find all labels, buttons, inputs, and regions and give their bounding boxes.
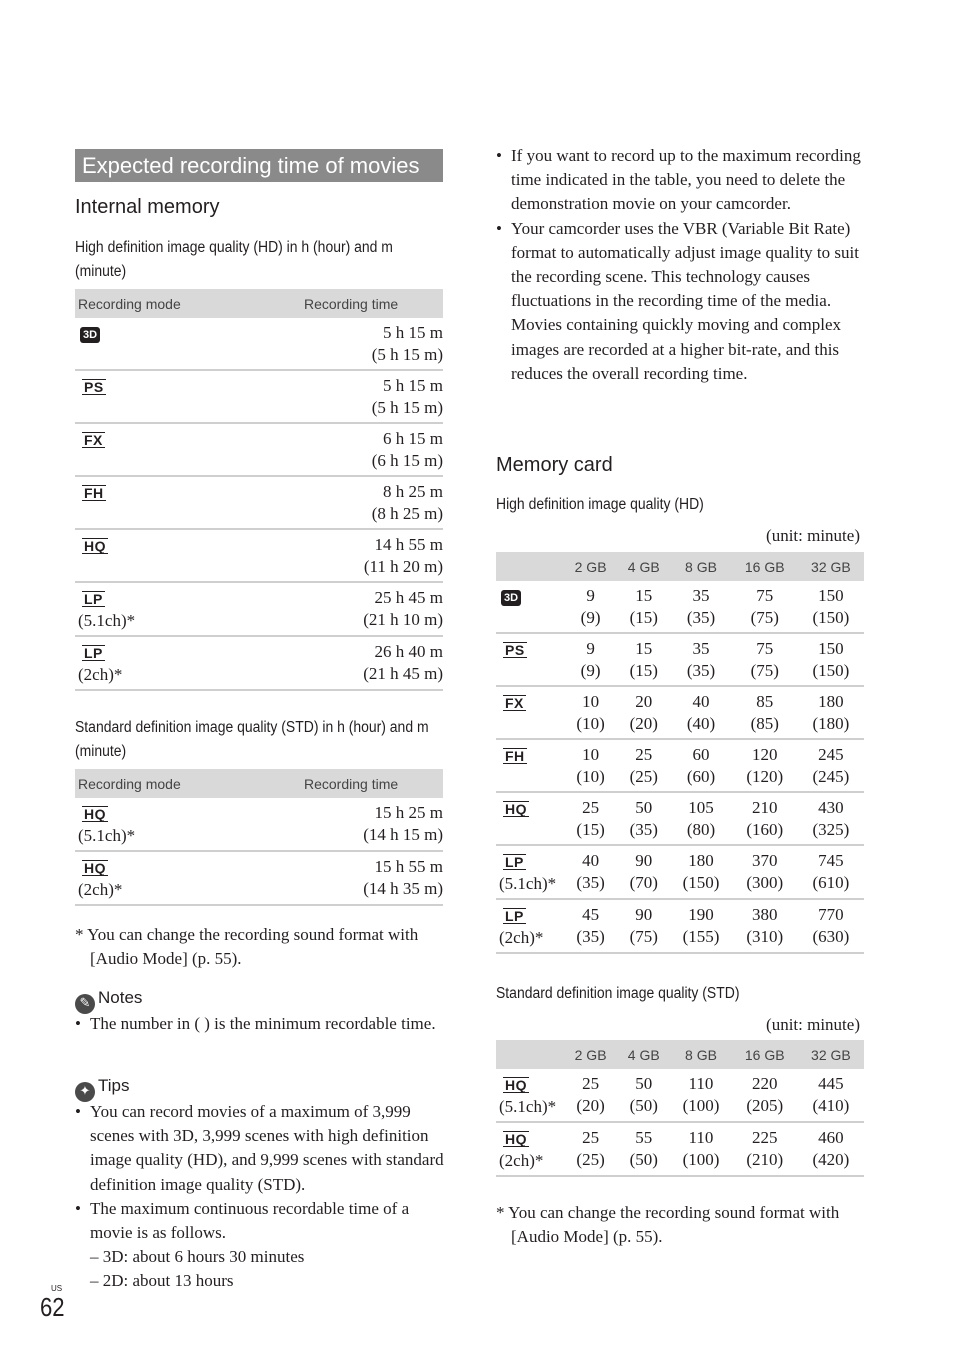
minutes-min: (9)	[580, 661, 601, 680]
col-capacity: 32 GB	[798, 1040, 864, 1069]
col-recording-mode: Recording mode	[75, 769, 304, 798]
minutes-cell	[732, 1122, 798, 1176]
mode-sub-label: (5.1ch)*	[78, 826, 136, 845]
minimum-time: (8 h 25 m)	[371, 504, 443, 523]
minutes-cell	[564, 845, 617, 899]
mc-std-unit: (unit: minute)	[766, 1015, 860, 1034]
std-caption: Standard definition image quality (STD) in h (hour) and m (minute)	[75, 719, 429, 760]
minutes-min: (150)	[812, 661, 850, 680]
minutes-min: (25)	[629, 767, 658, 786]
minutes-cell	[617, 792, 670, 845]
minutes-cell	[732, 1069, 798, 1122]
mc-hd-unit: (unit: minute)	[766, 526, 860, 545]
minutes-value: 9	[586, 586, 595, 605]
minimum-time: (11 h 20 m)	[363, 557, 443, 576]
minutes-cell	[564, 792, 617, 845]
minutes-min: (75)	[750, 608, 779, 627]
right-footnote: * You can change the recording sound format with [Audio Mode] (p. 55).	[496, 1203, 840, 1247]
minimum-time: (21 h 45 m)	[363, 664, 443, 683]
mode-fx-icon: FX	[84, 432, 103, 448]
minutes-min: (40)	[686, 714, 716, 733]
mode-hq-icon: HQ	[84, 860, 106, 876]
recording-time: 6 h 15 m	[383, 429, 443, 448]
minutes-value: 35	[692, 586, 710, 605]
time-cell	[304, 851, 443, 905]
minimum-time: (5 h 15 m)	[371, 398, 443, 417]
col-mode-blank	[496, 1040, 564, 1069]
minutes-min: (15)	[629, 608, 658, 627]
minutes-cell	[732, 686, 798, 739]
minutes-cell	[564, 1122, 617, 1176]
mode-sub-label: (5.1ch)*	[499, 1097, 557, 1116]
mode-cell	[496, 1069, 564, 1122]
minutes-min: (35)	[576, 873, 605, 892]
minutes-cell	[564, 899, 617, 953]
mode-lp-icon: LP	[505, 908, 524, 924]
minutes-value: 35	[692, 639, 710, 658]
mode-cell	[75, 851, 304, 905]
minutes-min: (20)	[629, 714, 658, 733]
minutes-cell	[564, 581, 617, 633]
minutes-cell	[617, 899, 670, 953]
page-number: 62	[40, 1292, 65, 1322]
time-cell	[304, 370, 443, 423]
col-capacity: 8 GB	[670, 552, 731, 581]
mode-cell	[496, 845, 564, 899]
mode-lp-icon: LP	[505, 854, 524, 870]
tips-dash-2d: – 2D: about 13 hours	[90, 1271, 234, 1291]
minutes-min: (160)	[746, 820, 784, 839]
minutes-min: (80)	[686, 820, 716, 839]
minutes-value: 85	[756, 692, 774, 711]
minutes-cell	[617, 686, 670, 739]
minutes-min: (15)	[629, 661, 658, 680]
minutes-value: 105	[688, 798, 714, 817]
mode-lp-icon: LP	[84, 591, 103, 607]
minutes-cell	[798, 739, 864, 792]
minutes-cell	[670, 792, 731, 845]
col-recording-time: Recording time	[304, 769, 443, 798]
notes-list	[75, 1012, 447, 1036]
minutes-min: (180)	[812, 714, 850, 733]
mode-sub-label: (2ch)*	[499, 928, 544, 947]
minutes-cell	[670, 1069, 731, 1122]
section-title: Expected recording time of movies	[75, 149, 443, 182]
mode-ps-icon: PS	[84, 379, 104, 395]
minutes-value: 75	[756, 639, 774, 658]
notes-icon: ✎	[75, 994, 95, 1014]
minutes-cell	[798, 581, 864, 633]
mode-sub-label: (5.1ch)*	[78, 611, 136, 630]
minutes-cell	[670, 899, 731, 953]
minutes-min: (50)	[629, 1096, 658, 1115]
mode-cell	[496, 581, 564, 633]
minutes-min: (245)	[812, 767, 850, 786]
table-row	[496, 792, 864, 845]
internal-memory-heading: Internal memory	[75, 196, 220, 218]
table-row	[496, 1122, 864, 1176]
minutes-value: 110	[688, 1128, 714, 1147]
minutes-cell	[670, 1122, 731, 1176]
minutes-value: 180	[688, 851, 714, 870]
recording-time: 5 h 15 m	[383, 376, 443, 395]
mc-std-caption: Standard definition image quality (STD)	[496, 985, 740, 1002]
mode-cell	[75, 318, 304, 370]
left-footnote: * You can change the recording sound format with [Audio Mode] (p. 55).	[75, 925, 419, 969]
minutes-value: 180	[818, 692, 844, 711]
minutes-cell	[670, 581, 731, 633]
minutes-min: (20)	[576, 1096, 605, 1115]
mode-hq-icon: HQ	[505, 1131, 527, 1147]
table-row	[75, 529, 443, 582]
table-row	[75, 423, 443, 476]
minutes-min: (50)	[629, 1150, 658, 1169]
minutes-min: (205)	[746, 1096, 784, 1115]
minutes-cell	[798, 1122, 864, 1176]
minutes-value: 25	[582, 798, 600, 817]
minutes-cell	[670, 739, 731, 792]
minutes-cell	[798, 1069, 864, 1122]
internal-std-table	[75, 769, 443, 906]
minutes-cell	[798, 633, 864, 686]
minutes-value: 430	[818, 798, 844, 817]
table-row	[496, 686, 864, 739]
minutes-cell	[732, 581, 798, 633]
time-cell	[304, 529, 443, 582]
card-std-table	[496, 1040, 864, 1177]
minutes-cell	[564, 1069, 617, 1122]
minutes-value: 120	[751, 745, 778, 764]
minutes-min: (10)	[576, 714, 605, 733]
minutes-min: (35)	[686, 661, 716, 680]
time-cell	[304, 636, 443, 690]
minutes-min: (85)	[750, 714, 779, 733]
bullet-item: • Your camcorder uses the VBR (Variable Bit Rate) format to automatically adjust image quality to suit the recording scene. This technology causes fluctuations in the recording time of the media. Movies containing quickly moving and complex images are recorded at a higher bit-rate, and this reduces the overall recording time.	[496, 217, 864, 386]
minutes-cell	[798, 686, 864, 739]
mode-fh-icon: FH	[505, 748, 525, 764]
minutes-min: (15)	[576, 820, 605, 839]
col-capacity: 32 GB	[798, 552, 864, 581]
tips-heading: Tips	[98, 1076, 130, 1095]
time-cell	[304, 476, 443, 529]
minutes-value: 25	[635, 745, 653, 764]
minutes-cell	[732, 739, 798, 792]
tips-heading-wrap	[75, 1076, 130, 1102]
mode-cell	[75, 582, 304, 636]
minutes-cell	[798, 845, 864, 899]
mode-cell	[75, 370, 304, 423]
minutes-value: 75	[756, 586, 774, 605]
mode-hq-icon: HQ	[84, 538, 106, 554]
minutes-value: 40	[582, 851, 600, 870]
tips-list-wrap	[75, 1100, 447, 1294]
col-capacity: 16 GB	[732, 1040, 798, 1069]
minutes-value: 25	[582, 1074, 600, 1093]
table-row	[75, 370, 443, 423]
minutes-value: 225	[751, 1128, 778, 1147]
mode-sub-label: (2ch)*	[78, 665, 123, 684]
minutes-min: (70)	[629, 873, 658, 892]
minimum-time: (14 h 15 m)	[363, 825, 443, 844]
minutes-min: (155)	[682, 927, 720, 946]
minutes-min: (35)	[629, 820, 658, 839]
minutes-value: 40	[692, 692, 710, 711]
card-hd-table	[496, 552, 864, 954]
minutes-value: 90	[635, 905, 653, 924]
recording-time: 15 h 55 m	[374, 857, 443, 876]
table-row	[75, 798, 443, 851]
minimum-time: (21 h 10 m)	[363, 610, 443, 629]
minutes-min: (75)	[629, 927, 658, 946]
minutes-cell	[798, 792, 864, 845]
bullet-item: • If you want to record up to the maximum recording time indicated in the table, you need to delete the demonstration movie on your camcorder.	[496, 144, 864, 217]
minutes-value: 245	[818, 745, 844, 764]
mode-cell	[75, 798, 304, 851]
table-row	[75, 318, 443, 370]
minutes-cell	[617, 739, 670, 792]
minutes-cell	[732, 792, 798, 845]
table-row	[75, 851, 443, 905]
minutes-min: (120)	[746, 767, 784, 786]
table-row	[496, 739, 864, 792]
note-item: • The number in ( ) is the minimum recordable time.	[75, 1012, 447, 1036]
minutes-cell	[617, 1122, 670, 1176]
tips-dash-3d: – 3D: about 6 hours 30 minutes	[90, 1247, 305, 1267]
minutes-value: 50	[635, 798, 653, 817]
minutes-value: 190	[688, 905, 714, 924]
recording-time: 8 h 25 m	[383, 482, 443, 501]
minutes-min: (630)	[812, 927, 850, 946]
minutes-min: (60)	[686, 767, 716, 786]
page-region: US	[51, 1284, 63, 1293]
col-capacity: 16 GB	[732, 552, 798, 581]
col-capacity: 8 GB	[670, 1040, 731, 1069]
minutes-value: 9	[586, 639, 595, 658]
mode-3d-icon: 3D	[501, 590, 521, 606]
mode-sub-label: (2ch)*	[499, 1151, 544, 1170]
recording-time: 14 h 55 m	[374, 535, 443, 554]
tip-item: • The maximum continuous recordable time of a movie is as follows.	[75, 1197, 447, 1245]
minutes-cell	[732, 633, 798, 686]
minutes-cell	[617, 633, 670, 686]
mode-cell	[496, 686, 564, 739]
minutes-value: 460	[818, 1128, 844, 1147]
time-cell	[304, 582, 443, 636]
table-row	[75, 636, 443, 690]
minutes-min: (210)	[746, 1150, 784, 1169]
minutes-cell	[617, 845, 670, 899]
right-bullets	[496, 144, 864, 386]
minutes-min: (10)	[576, 767, 605, 786]
minutes-min: (25)	[576, 1150, 605, 1169]
minutes-value: 150	[818, 586, 844, 605]
mode-hq-icon: HQ	[84, 806, 106, 822]
minutes-value: 15	[635, 639, 653, 658]
recording-time: 25 h 45 m	[374, 588, 443, 607]
minutes-cell	[670, 686, 731, 739]
internal-hd-table	[75, 289, 443, 691]
mode-fh-icon: FH	[84, 485, 104, 501]
mode-cell	[496, 633, 564, 686]
minutes-value: 110	[688, 1074, 714, 1093]
minutes-value: 150	[818, 639, 844, 658]
minutes-value: 10	[582, 692, 600, 711]
notes-heading: Notes	[98, 988, 143, 1007]
col-mode-blank	[496, 552, 564, 581]
minutes-min: (75)	[750, 661, 779, 680]
table-row	[496, 581, 864, 633]
col-capacity: 4 GB	[617, 1040, 670, 1069]
mode-cell	[75, 636, 304, 690]
minutes-min: (420)	[812, 1150, 850, 1169]
minutes-min: (100)	[682, 1150, 720, 1169]
minutes-cell	[564, 633, 617, 686]
minutes-min: (325)	[812, 820, 850, 839]
col-recording-time: Recording time	[304, 289, 443, 318]
mode-cell	[496, 1122, 564, 1176]
minutes-value: 220	[751, 1074, 778, 1093]
minutes-cell	[798, 899, 864, 953]
mode-cell	[496, 899, 564, 953]
minutes-value: 25	[582, 1128, 600, 1147]
mode-sub-label: (5.1ch)*	[499, 874, 557, 893]
mode-hq-icon: HQ	[505, 1077, 527, 1093]
minutes-value: 50	[635, 1074, 653, 1093]
minutes-cell	[670, 845, 731, 899]
mc-hd-caption: High definition image quality (HD)	[496, 496, 704, 513]
recording-time: 26 h 40 m	[374, 642, 443, 661]
hd-caption: High definition image quality (HD) in h (hour) and m (minute)	[75, 239, 393, 280]
minutes-min: (300)	[746, 873, 784, 892]
minimum-time: (6 h 15 m)	[371, 451, 443, 470]
minutes-cell	[617, 1069, 670, 1122]
tip-item: • You can record movies of a maximum of 3,999 scenes with 3D, 3,999 scenes with high definition image quality (HD), and 9,999 scenes with standard definition image quality (STD).	[75, 1100, 447, 1197]
mode-cell	[75, 423, 304, 476]
mode-sub-label: (2ch)*	[78, 880, 123, 899]
table-row	[496, 899, 864, 953]
col-recording-mode: Recording mode	[75, 289, 304, 318]
minutes-min: (310)	[746, 927, 784, 946]
minutes-min: (610)	[812, 873, 850, 892]
mode-hq-icon: HQ	[505, 801, 527, 817]
notes-list-wrap	[75, 1012, 447, 1036]
minutes-value: 445	[818, 1074, 844, 1093]
right-bullets-wrap	[496, 144, 864, 386]
minutes-cell	[670, 633, 731, 686]
col-capacity: 2 GB	[564, 552, 617, 581]
col-capacity: 4 GB	[617, 552, 670, 581]
minutes-value: 380	[751, 905, 778, 924]
mode-cell	[75, 476, 304, 529]
minutes-min: (9)	[580, 608, 601, 627]
memory-card-heading: Memory card	[496, 454, 613, 476]
minutes-cell	[732, 899, 798, 953]
minutes-value: 20	[635, 692, 653, 711]
tips-list	[75, 1100, 447, 1245]
minutes-value: 60	[692, 745, 710, 764]
table-row	[75, 582, 443, 636]
minutes-value: 745	[818, 851, 844, 870]
time-cell	[304, 318, 443, 370]
minutes-cell	[732, 845, 798, 899]
minutes-min: (35)	[576, 927, 605, 946]
minimum-time: (5 h 15 m)	[371, 345, 443, 364]
table-row	[496, 1069, 864, 1122]
minutes-min: (150)	[812, 608, 850, 627]
recording-time: 15 h 25 m	[374, 803, 443, 822]
minutes-value: 90	[635, 851, 653, 870]
minutes-min: (100)	[682, 1096, 720, 1115]
minutes-min: (35)	[686, 608, 716, 627]
mode-3d-icon: 3D	[80, 327, 100, 343]
minimum-time: (14 h 35 m)	[363, 879, 443, 898]
minutes-value: 10	[582, 745, 600, 764]
minutes-value: 370	[751, 851, 778, 870]
minutes-cell	[564, 686, 617, 739]
minutes-value: 770	[818, 905, 844, 924]
mode-fx-icon: FX	[505, 695, 524, 711]
mode-cell	[75, 529, 304, 582]
minutes-value: 45	[582, 905, 600, 924]
table-row	[496, 633, 864, 686]
minutes-min: (150)	[682, 873, 720, 892]
table-row	[496, 845, 864, 899]
minutes-cell	[617, 581, 670, 633]
mode-ps-icon: PS	[505, 642, 525, 658]
col-capacity: 2 GB	[564, 1040, 617, 1069]
time-cell	[304, 423, 443, 476]
notes-heading-wrap	[75, 988, 142, 1014]
time-cell	[304, 798, 443, 851]
tips-icon: ✦	[75, 1082, 95, 1102]
recording-time: 5 h 15 m	[383, 323, 443, 342]
mode-cell	[496, 739, 564, 792]
mode-cell	[496, 792, 564, 845]
minutes-value: 210	[751, 798, 778, 817]
minutes-cell	[564, 739, 617, 792]
minutes-min: (410)	[812, 1096, 850, 1115]
mode-lp-icon: LP	[84, 645, 103, 661]
minutes-value: 15	[635, 586, 653, 605]
table-row	[75, 476, 443, 529]
minutes-value: 55	[635, 1128, 653, 1147]
